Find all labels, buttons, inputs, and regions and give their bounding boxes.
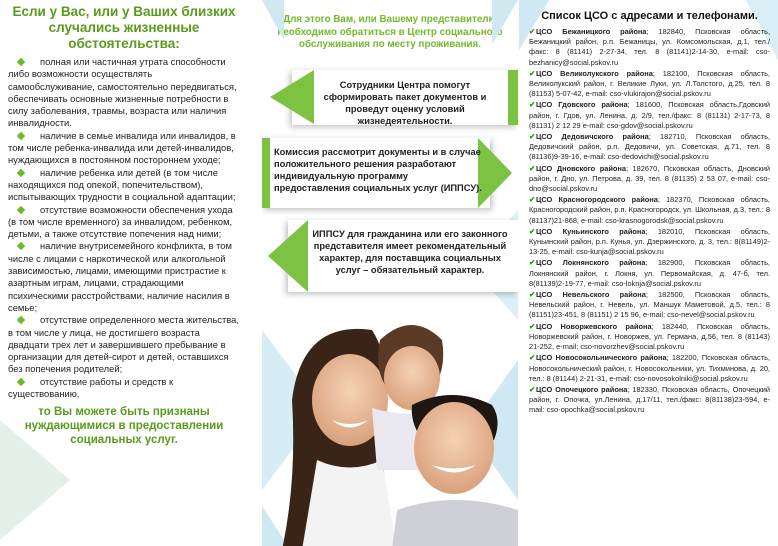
bullet-icon xyxy=(17,242,25,250)
circumstance-text: наличие ребенка или детей (в том числе находящихся под опекой, попечительством), испытывающих трудности в социальной адаптации; xyxy=(8,166,236,203)
step2-bar xyxy=(262,138,270,208)
bullet-icon xyxy=(17,58,25,66)
cso-details: ; 182010, Псковская область, Куньинский район, р.п. Кунья, ул. Дзержинского, д. 3, тел.: 8(81149)2-13-25, e-mail: cso-kunja@social.pskov.ru xyxy=(529,226,770,257)
instruction-text: Для этого Вам, или Вашему представителю необходимо обратиться в Центр социального обслуживания по месту проживания. xyxy=(277,14,503,50)
step1-text: Сотрудники Центра помогут сформировать пакет документов и проведут оценку условий жизнедеятельности. xyxy=(323,80,487,126)
check-icon: ✔ xyxy=(529,163,536,173)
cso-entry xyxy=(529,69,770,100)
cso-entry xyxy=(529,353,770,384)
check-icon: ✔ xyxy=(529,100,536,110)
cso-details: ; 182330, Псковская область, Опочецкий район, г. Опочка, ул.Ленина, д.17/11, тел./факс: 8(81138)23-594, e-mail: cso-opochka@social.pskov.ru xyxy=(529,384,770,415)
cso-entry xyxy=(529,290,770,321)
circumstance-item xyxy=(8,204,240,241)
bullet-icon xyxy=(17,168,25,176)
cso-details: ; 181600, Псковская область,Гдовский район, г. Гдов, ул. Ленина, д. 2/9, тел./факс: 8 (81131) 2-17-73, 8 (81131) 2 12 29 e-mail: cso-gdov@social.pskov.ru xyxy=(529,100,771,130)
circumstance-item xyxy=(8,130,240,167)
cso-name: ЦСО Опочецкого района xyxy=(536,384,628,394)
right-panel xyxy=(519,0,778,546)
cso-entry xyxy=(529,322,770,353)
cso-details: ; 182670, Псковская область, Дновский район, г. Дно, ул. Петрова, д. 39, тел. 8 (81135) 2 53 07, e-mail: cso-dno@social.pskov.ru xyxy=(529,163,770,194)
circumstance-item xyxy=(8,314,240,375)
cso-details: ; 182900, Псковская область, Локнянский район, г. Локня, ул. Первомайская, д. 47-б, тел. 8(81139)2-19-77, e-mail: cso-loknja@social.pskov.ru xyxy=(529,258,770,288)
cso-list-title: Список ЦСО с адресами и телефонами. xyxy=(541,10,758,22)
circumstance-text: полная или частичная утрата способности либо возможности осуществлять самообслуживание, самостоятельно передвигаться, обеспечивать основные жизненные потребности в силу заболевания, травмы, возраста или наличия инвалидности. xyxy=(8,56,237,129)
circumstance-text: наличие внутрисемейного конфликта, в том числе с лицами с наркотической или алкогольной зависимостью, лицами, имеющими пристрастие к азартным играм, лицами, страдающими психическими расстройствами, наличие насилия в семье; xyxy=(8,240,232,313)
check-icon: ✔ xyxy=(529,353,536,363)
step3-arrow xyxy=(268,220,308,292)
cso-details: ; 182370, Псковская область, Красногородский район, р.п. Красногородск, ул. Школьная, д.3, тел.: 8 (81137)21-868, e-mail: cso-krasnogorodsk@social.pskov.ru xyxy=(529,195,770,225)
cso-name: ЦСО Дновского района xyxy=(536,163,626,173)
circumstance-item xyxy=(8,240,240,314)
circumstance-text: отсутствие работы и средств к существованию, xyxy=(8,375,174,400)
cso-entry xyxy=(529,227,770,258)
cso-name: ЦСО Красногородского района xyxy=(536,195,658,205)
cso-name: ЦСО Новосокольнического района xyxy=(536,353,667,363)
cso-details: ; 182840, Псковская область, Бежаницкий район, р.п. Бежаницы, ул. Комсомольская, д.1, тел./факс: 8 (81141) 2-27-34, тел. 8 (81141)2-14-30, e-mail: cso-bezhanicy@social.pskov.ru xyxy=(529,27,771,67)
check-icon: ✔ xyxy=(529,132,536,142)
step1-bar xyxy=(508,70,518,125)
check-icon: ✔ xyxy=(529,290,536,300)
circumstance-text: отсутствие определенного места жительства, в том числе у лица, не достигшего возраста двадцати трех лет и завершившего пребывание в организации для детей-сирот и детей, оставшихся без попечения родителей; xyxy=(8,314,239,375)
left-panel xyxy=(0,0,250,546)
cso-name: ЦСО Невельского района xyxy=(536,290,646,300)
decor-triangle xyxy=(492,0,518,44)
cso-name: ЦСО Гдовского района xyxy=(536,100,628,110)
circumstance-text: наличие в семье инвалида или инвалидов, в том числе ребенка-инвалида или детей-инвалидов, нуждающихся в постоянном постороннем уходе; xyxy=(8,129,236,166)
bullet-icon xyxy=(17,377,25,385)
cso-name: ЦСО Новоржевского района xyxy=(536,321,652,331)
check-icon: ✔ xyxy=(529,258,536,268)
cso-entry xyxy=(529,27,770,68)
check-icon: ✔ xyxy=(529,195,536,205)
cso-list xyxy=(529,27,770,416)
circumstance-item xyxy=(8,56,240,130)
circumstance-text: отсутствие возможности обеспечения ухода (в том числе временного) за инвалидом, ребенком, детьми, а также отсутствие попечения над ними; xyxy=(8,203,233,240)
family-photo xyxy=(262,300,518,546)
left-footer: то Вы можете быть признаны нуждающимися в предоставлении социальных услуг. xyxy=(24,406,224,447)
cso-name: ЦСО Бежаницкого района xyxy=(536,27,647,36)
cso-entry xyxy=(529,132,770,163)
cso-entry xyxy=(529,385,770,416)
cso-details: ; 182200, Псковская область, Новосокольнический район, г. Новосокольники, ул. Тихминова, д. 20, тел.: 8 (81144) 2-21-31, e-mail: cso-novosokolniki@social.pskov.ru xyxy=(529,353,770,383)
cso-name: ЦСО Дедовичского района xyxy=(536,132,649,142)
bullet-icon xyxy=(17,316,25,324)
cso-entry xyxy=(529,258,770,289)
circumstance-item xyxy=(8,167,240,204)
check-icon: ✔ xyxy=(529,384,536,394)
left-title: Если у Вас, или у Ваших близких случались жизненные обстоятельства: xyxy=(12,4,236,51)
cso-details: ; 182100, Псковская область, Великолукский район, г. Великие Луки, ул. Л.Толстого, д.25, тел. 8 (81153) 5-07-42, e-mail: cso-vlukirajon@social.pskov.ru xyxy=(529,68,771,99)
bullet-icon xyxy=(17,205,25,213)
decor-triangle xyxy=(262,0,284,40)
cso-details: ; 182500, Псковская область, Невельский район, г. Невель, ул. Маншук Маметовой, д.5, тел.: 8 (81151)23-451, 8 (81151) 2 15 96, e-mail: cso-nevel@social.pskov.ru xyxy=(529,290,770,320)
cso-name: ЦСО Великолукского района xyxy=(536,68,653,78)
check-icon: ✔ xyxy=(529,68,536,78)
cso-name: ЦСО Куньинского района xyxy=(536,226,646,236)
check-icon: ✔ xyxy=(529,27,536,36)
cso-entry xyxy=(529,100,770,131)
check-icon: ✔ xyxy=(529,321,536,331)
step2-text: Комиссия рассмотрит документы и в случае положительного решения разработают индивидуальную программу предоставления социальных услуг (ИППСУ). xyxy=(274,147,482,193)
middle-panel xyxy=(262,0,518,546)
cso-name: ЦСО Локнянского района xyxy=(536,258,646,268)
circumstance-item xyxy=(8,376,240,401)
check-icon: ✔ xyxy=(529,226,536,236)
circumstances-list xyxy=(8,56,240,400)
bullet-icon xyxy=(17,132,25,140)
cso-entry xyxy=(529,164,770,195)
cso-details: ; 182440, Псковская область, Новоржевский район, г. Новоржев, ул. Германа, д.56, тел. 8 (81143) 21-252, e-mail: cso-novorzhev@social.pskov.ru xyxy=(529,321,770,352)
cso-entry xyxy=(529,195,770,226)
cso-details: ; 182710, Псковская область, Дедовичский район, р.п. Дедовичи, ул. Советская, д.71, тел. 8 (81136)9-39-16, e-mail: cso-dedovichi@social.pskov.ru xyxy=(529,132,771,162)
step3-text: ИППСУ для гражданина или его законного представителя имеет рекомендательный характер, для поставщика социальных услуг – обязательный характер. xyxy=(312,229,508,275)
